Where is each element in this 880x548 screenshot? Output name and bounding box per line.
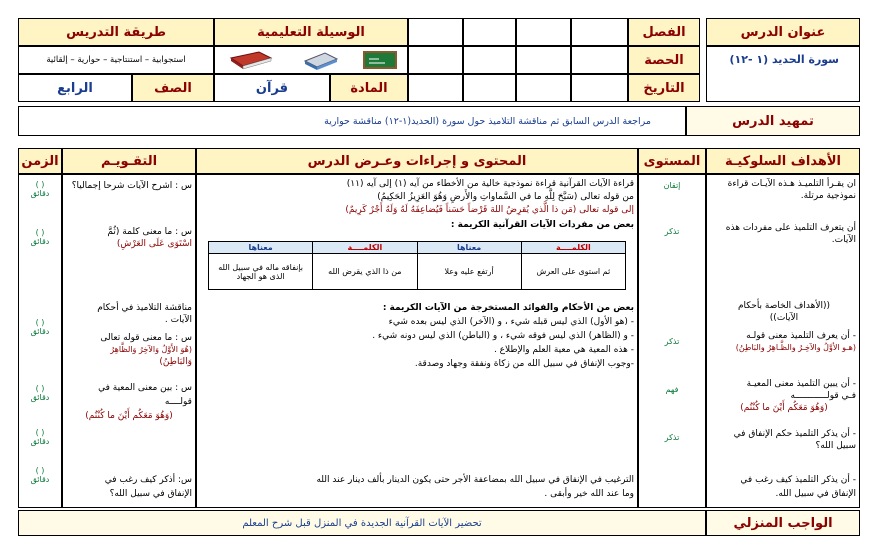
content-p1: قراءة الآيات القرآنية قراءة نموذجية خالية من الأخطاء من آيه (١) إلى آيه (١١) — [346, 179, 634, 189]
share-slot-1 — [571, 46, 628, 74]
eraser-icon — [301, 51, 341, 71]
evaluation-1: س : اشرح الآيات شرحا إجماليا؟ — [71, 181, 192, 191]
col-level-header: المستوى — [638, 148, 706, 174]
time-unit: دقائق — [30, 327, 50, 336]
content-p8: - هذه المعية هي معية العلم والإطلاع . — [493, 345, 634, 355]
objective-5b: فـي قولــــــــــــه — [790, 391, 856, 401]
class-slot-4 — [408, 18, 463, 46]
time-unit: دقائق — [30, 393, 50, 402]
date-slot-4 — [408, 74, 463, 102]
content-p6: - (هو الأول) الذي ليس قبله شيء ، و (الآخر) الذي ليس بعده شيء — [388, 317, 634, 327]
objective-7b: الإنفاق في سبيل الله. — [775, 489, 856, 499]
level-3: تذكر — [664, 337, 680, 346]
content-p11: وما عند الله خير وأبقى . — [544, 489, 634, 499]
intro-label: تمهيد الدرس — [686, 106, 860, 136]
level-4: فهم — [665, 385, 679, 394]
intro-text: مراجعة الدرس السابق ثم مناقشة التلاميذ حول سورة (الحديد(١-١٢) مناقشة حوارية — [18, 106, 686, 136]
time-paren: ( ) — [35, 228, 45, 237]
objective-4b: (هـو الأوَّلُ والآخِـرُ والظَّـاهِرُ والبَاطِنُ) — [735, 343, 856, 352]
share-slot-4 — [408, 46, 463, 74]
grade-label: الصف — [132, 74, 214, 102]
time-slot-2 — [20, 228, 60, 246]
class-slot-2 — [516, 18, 571, 46]
vocab-header-word-2: الكلمــــة — [313, 242, 417, 254]
date-slot-1 — [571, 74, 628, 102]
time-paren: ( ) — [35, 466, 45, 475]
objective-5c: (وَهُوَ مَعَكُم أَيْنَ ما كُنْتُم) — [740, 403, 828, 413]
date-label: التاريخ — [628, 74, 700, 102]
evaluation-4b: (هُوَ الأَوَّلُ وَالآخِرُ وَالظَّاهِرُ — [110, 345, 192, 354]
time-cell — [18, 174, 62, 508]
method-value: استجوابية – استنتاجية – حوارية – إلقائية — [18, 46, 214, 74]
evaluation-5b: قولــــه — [164, 397, 192, 407]
objective-3a: ((الأهداف الخاصة بأحكام — [737, 301, 831, 311]
evaluation-4c: وَالبَاطِنُ) — [159, 357, 192, 367]
level-2: تذكر — [664, 227, 680, 236]
share-slot-2 — [516, 46, 571, 74]
class-slot-3 — [463, 18, 516, 46]
time-unit: دقائق — [30, 437, 50, 446]
date-slot-3 — [463, 74, 516, 102]
col-evaluation-header: التقـويـم — [62, 148, 196, 174]
evaluation-3a: مناقشة التلاميذ في أحكام — [97, 303, 192, 313]
lesson-title-label: عنوان الدرس — [706, 18, 860, 46]
objective-7a: - أن يذكر التلميذ كيف رغب في — [740, 475, 856, 485]
vocab-header-meaning-1: معناها — [417, 242, 521, 254]
time-paren: ( ) — [35, 384, 45, 393]
col-objectives-header: الأهداف السلوكيـة — [706, 148, 860, 174]
evaluation-5a: س : بين معنى المعية في — [98, 383, 192, 393]
content-p10: الترغيب في الإنفاق في سبيل الله بمضاعفة الأجر حتى يكون الدينار بألف دينار عند الله — [316, 475, 634, 485]
evaluation-5c: (وَهُوَ مَعَكُم أَيْنَ ما كُنْتُم) — [85, 411, 173, 421]
grade-value: الرابع — [18, 74, 132, 102]
vocab-header-meaning-2: معناها — [209, 242, 313, 254]
class-label: الفصل — [628, 18, 700, 46]
content-p3: إلى قوله تعالى (مَن ذا الَّذي يُقرِضُ اللهَ قَرْضاً حَسَناً فَيُضاعِفَهُ لَهُ وَلَهُ أَجْرٌ كَرِيمٌ) — [345, 205, 634, 215]
time-unit: دقائق — [30, 475, 50, 484]
evaluation-4a: س : ما معنى قوله تعالى — [100, 333, 192, 343]
vocab-cell: بإنفاقه ماله في سبيل الله الذى هو الجهاد — [209, 254, 313, 290]
time-slot-5 — [20, 428, 60, 446]
time-paren: ( ) — [35, 318, 45, 327]
teaching-aid-images — [214, 46, 408, 74]
teaching-aid-label: الوسيلة التعليمية — [214, 18, 408, 46]
time-paren: ( ) — [35, 180, 45, 189]
col-content-header: المحتوى و إجراءات وعـرض الدرس — [196, 148, 638, 174]
method-label: طريقة التدريس — [18, 18, 214, 46]
time-slot-4 — [20, 384, 60, 402]
date-slot-2 — [516, 74, 571, 102]
time-paren: ( ) — [35, 428, 45, 437]
content-p2: من قوله تعالى (سَبَّحَ لِلَّهِ ما في السَّماواتِ والأَرضِ وَهُوَ العَزِيزُ الحَكِيمُ) — [377, 192, 634, 202]
content-p5: بعض من الأحكام والفوائد المستخرجة من الآيات الكريمة : — [382, 303, 634, 313]
homework-label: الواجب المنزلي — [706, 510, 860, 536]
objective-5a: - أن يبين التلميذ معنى المعيـة — [746, 379, 856, 389]
homework-text: تحضير الآيات القرآنية الجديدة في المنزل قبل شرح المعلم — [18, 510, 706, 536]
time-slot-6 — [20, 466, 60, 484]
class-slot-1 — [571, 18, 628, 46]
chalkboard-icon — [363, 51, 397, 71]
objective-6a: - أن يذكر التلميذ حكم الإنفاق في — [733, 429, 856, 439]
content-p9: -وجوب الإنفاق في سبيل الله من زكاة ونفقة وجهاد وصدقة. — [414, 359, 634, 369]
book-icon — [229, 50, 273, 70]
col-time-header: الزمن — [18, 148, 62, 174]
time-unit: دقائق — [30, 237, 50, 246]
time-unit: دقائق — [30, 189, 50, 198]
vocab-header-word-1: الكلمــــة — [521, 242, 625, 254]
time-slot-1 — [20, 180, 60, 198]
evaluation-3b: الآيات . — [164, 315, 192, 325]
objective-6b: سبيل الله؟ — [815, 441, 856, 451]
evaluation-6a: س: أذكر كيف رغب في — [104, 475, 192, 485]
time-slot-3 — [20, 318, 60, 336]
content-p4: بعض من مفردات الآيات القرآنية الكريمة : — [450, 220, 634, 230]
objective-2: أن يتعرف التلميذ على مفردات هذه الآيات. — [725, 223, 856, 245]
evaluation-2a: س : ما معنى كلمة (ثُمَّ — [107, 227, 192, 237]
lesson-title-value: سورة الحديد (١ -١٢) — [729, 53, 839, 66]
share-slot-3 — [463, 46, 516, 74]
evaluation-6b: الإنفاق في سبيل الله؟ — [109, 489, 192, 499]
evaluation-2b: اسْتَوَى عَلَى العَرْشِ) — [116, 239, 192, 249]
vocab-table — [208, 241, 626, 290]
level-5: تذكر — [664, 433, 680, 442]
subject-value: قرآن — [214, 74, 330, 102]
lesson-title-value-cell — [706, 46, 860, 102]
objective-4a: - أن يعرف التلميذ معنى قولـه — [746, 331, 856, 341]
vocab-cell: من ذا الذي يقرض الله — [313, 254, 417, 290]
share-label: الحصة — [628, 46, 700, 74]
vocab-cell: أرتفع عليه وعلا — [417, 254, 521, 290]
subject-label: المادة — [330, 74, 408, 102]
objective-1: ان يقـرأ التلميـذ هـذه الآيـات قراءة نموذجية مرتلة. — [727, 179, 856, 201]
content-p7: - و (الظاهر) الذي ليس فوقه شيء ، و (الباطن) الذي ليس دونه شيء . — [372, 331, 634, 341]
level-1: إتقان — [663, 181, 681, 190]
vocab-cell: ثم استوى على العرش — [521, 254, 625, 290]
objective-3b: الآيات)) — [769, 313, 799, 323]
